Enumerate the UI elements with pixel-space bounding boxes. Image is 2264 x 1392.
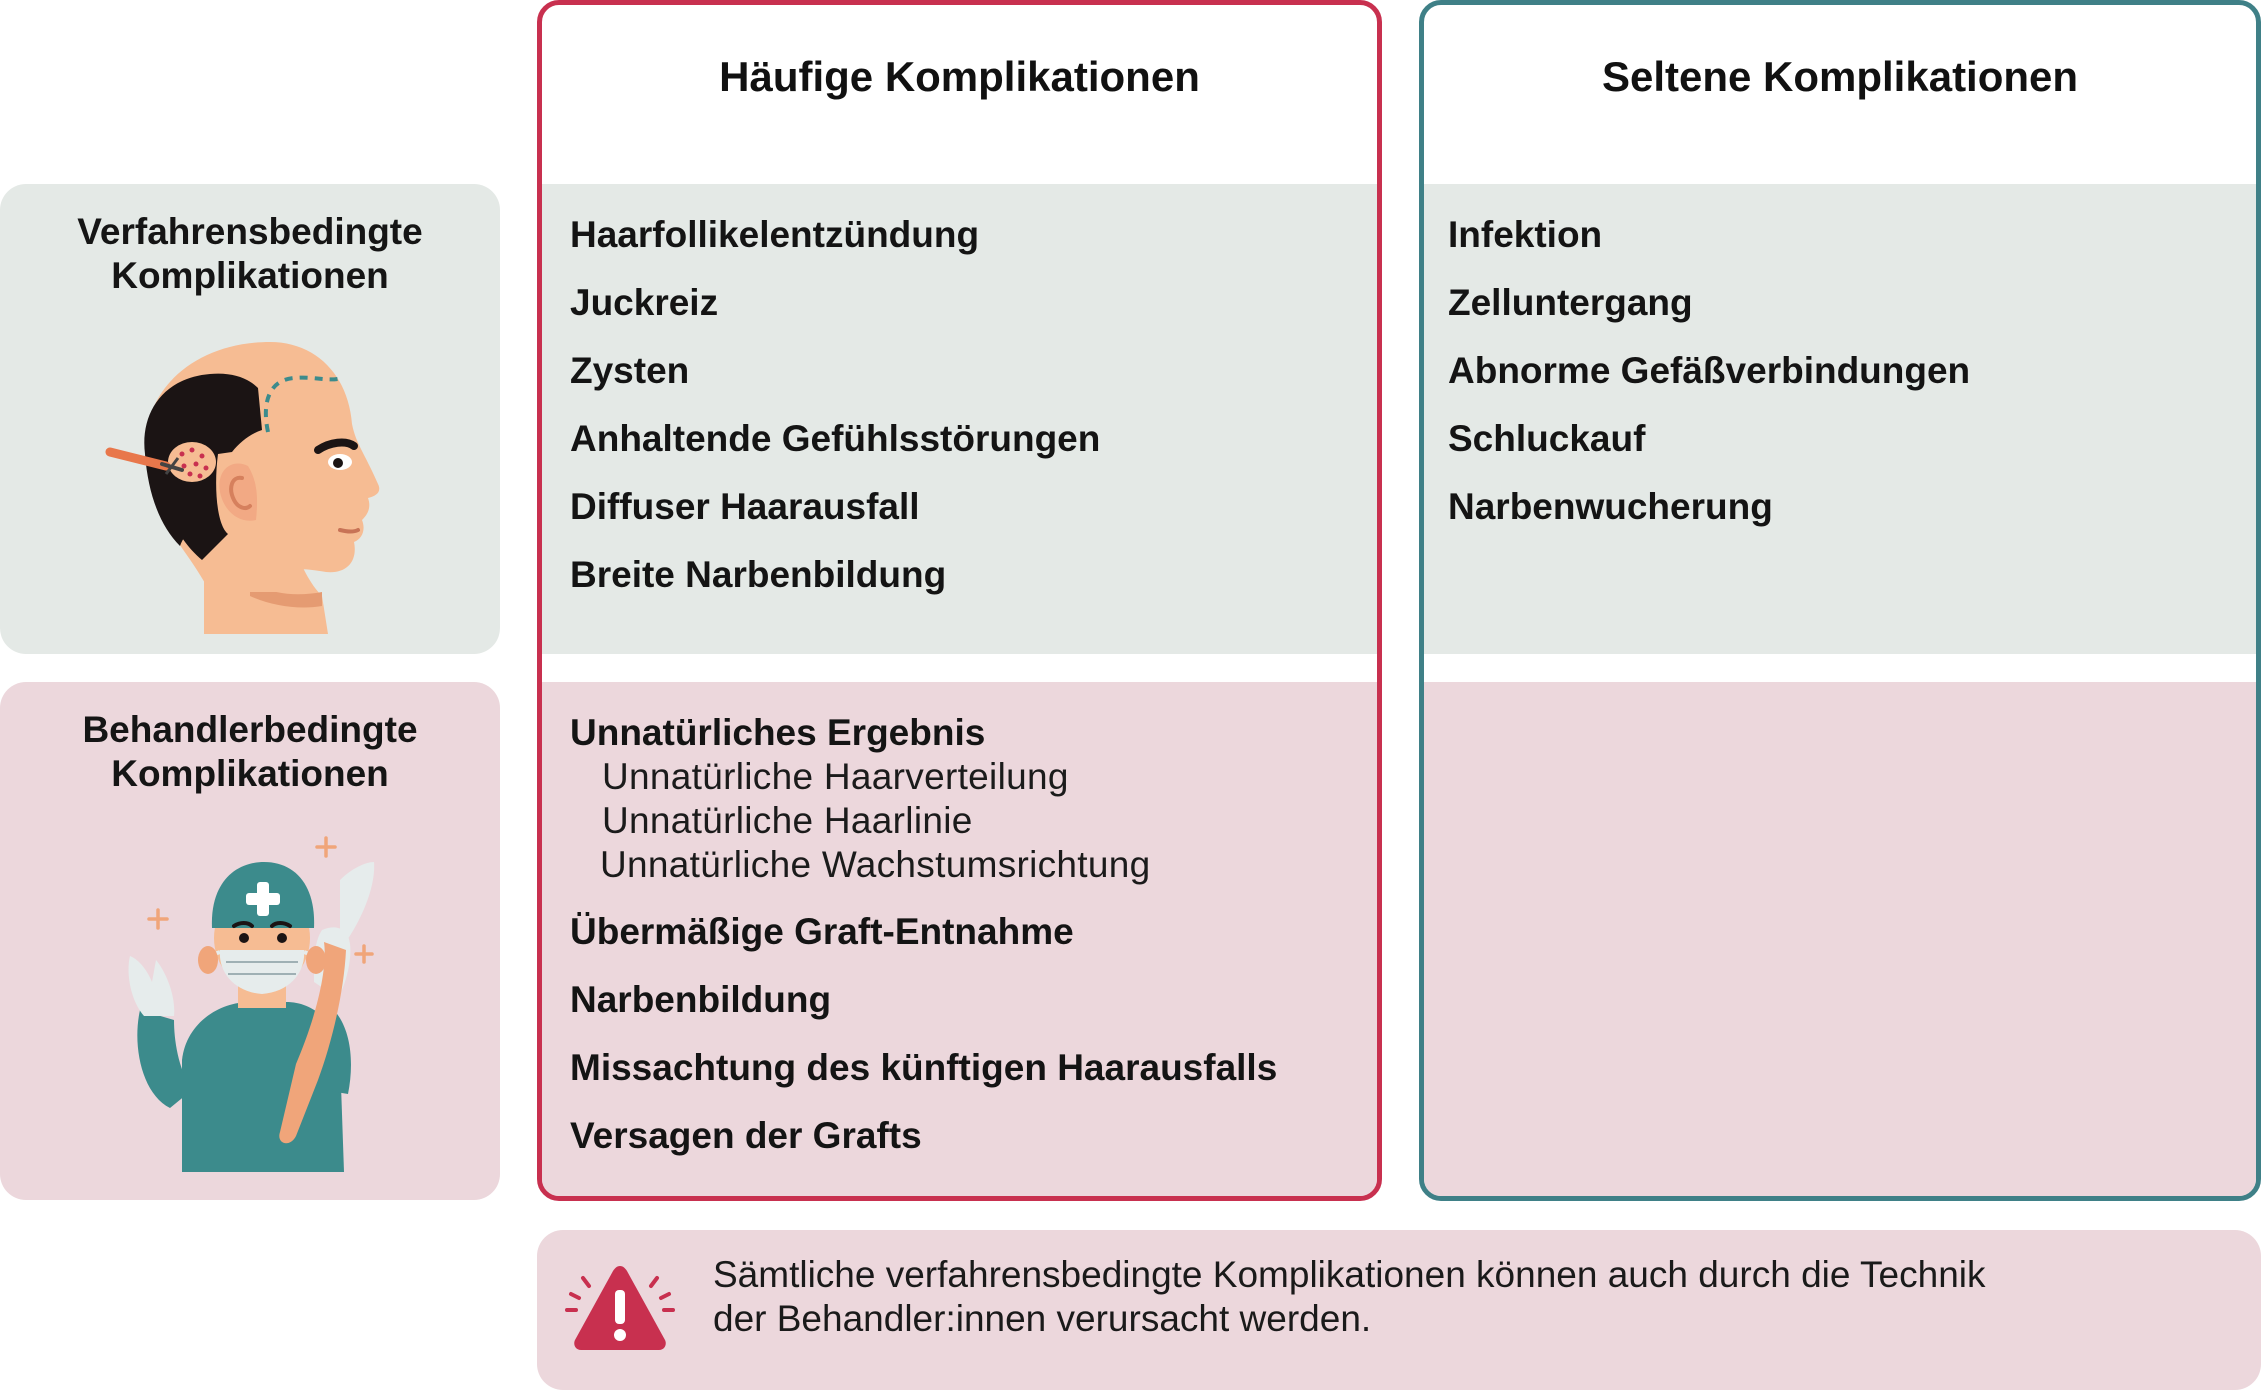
common-practitioner-subitem-3: Unnatürliche Wachstumsrichtung <box>600 844 1151 885</box>
note-text-line2: der Behandler:innen verursacht werden. <box>713 1298 1372 1339</box>
warning-icon <box>565 1260 675 1360</box>
common-practitioner-item-4: Versagen der Grafts <box>570 1115 922 1156</box>
common-practitioner-item-2: Narbenbildung <box>570 979 832 1020</box>
common-practitioner-head: Unnatürliches Ergebnis <box>570 712 986 753</box>
note-box <box>537 1230 2261 1390</box>
common-procedure-item-5: Diffuser Haarausfall <box>570 486 920 527</box>
rare-procedure-item-2: Zelluntergang <box>1448 282 1693 323</box>
rare-procedure-item-5: Narbenwucherung <box>1448 486 1773 527</box>
note-text <box>713 1253 1986 1341</box>
row-panel-procedure <box>0 184 500 654</box>
column-rare-card <box>1419 0 2261 1201</box>
row-title-procedure-line1: Verfahrensbedingte <box>77 211 423 252</box>
common-procedure-item-1: Haarfollikelentzündung <box>570 214 980 255</box>
common-practitioner-item-3: Missachtung des künftigen Haarausfalls <box>570 1047 1278 1088</box>
row-title-practitioner-line2: Komplikationen <box>111 753 389 794</box>
column-common-card <box>537 0 1382 1201</box>
common-procedure-item-3: Zysten <box>570 350 690 391</box>
column-common-title: Häufige Komplikationen <box>719 53 1200 100</box>
hair-transplant-head-icon <box>100 334 400 654</box>
row-title-practitioner-line1: Behandlerbedingte <box>82 709 418 750</box>
row-title-procedure <box>0 210 500 298</box>
common-procedure-item-4: Anhaltende Gefühlsstörungen <box>570 418 1101 459</box>
common-procedure-item-6: Breite Narbenbildung <box>570 554 947 595</box>
rare-procedure-item-1: Infektion <box>1448 214 1603 255</box>
common-procedure-item-2: Juckreiz <box>570 282 719 323</box>
rare-procedure-item-4: Schluckauf <box>1448 418 1646 459</box>
row-title-procedure-line2: Komplikationen <box>111 255 389 296</box>
row-title-practitioner <box>0 708 500 796</box>
column-rare-title: Seltene Komplikationen <box>1601 53 2079 100</box>
common-practitioner-subitem-2: Unnatürliche Haarlinie <box>602 800 973 841</box>
surgeon-icon <box>100 832 400 1172</box>
note-text-line1: Sämtliche verfahrensbedingte Komplikationen können auch durch die Technik <box>713 1254 1986 1295</box>
cell-rare-practitioner <box>1424 682 2256 1196</box>
common-practitioner-subitem-1: Unnatürliche Haarverteilung <box>602 756 1069 797</box>
row-panel-practitioner <box>0 682 500 1200</box>
rare-procedure-item-3: Abnorme Gefäßverbindungen <box>1448 350 1971 391</box>
common-practitioner-item-1: Übermäßige Graft-Entnahme <box>570 911 1074 952</box>
